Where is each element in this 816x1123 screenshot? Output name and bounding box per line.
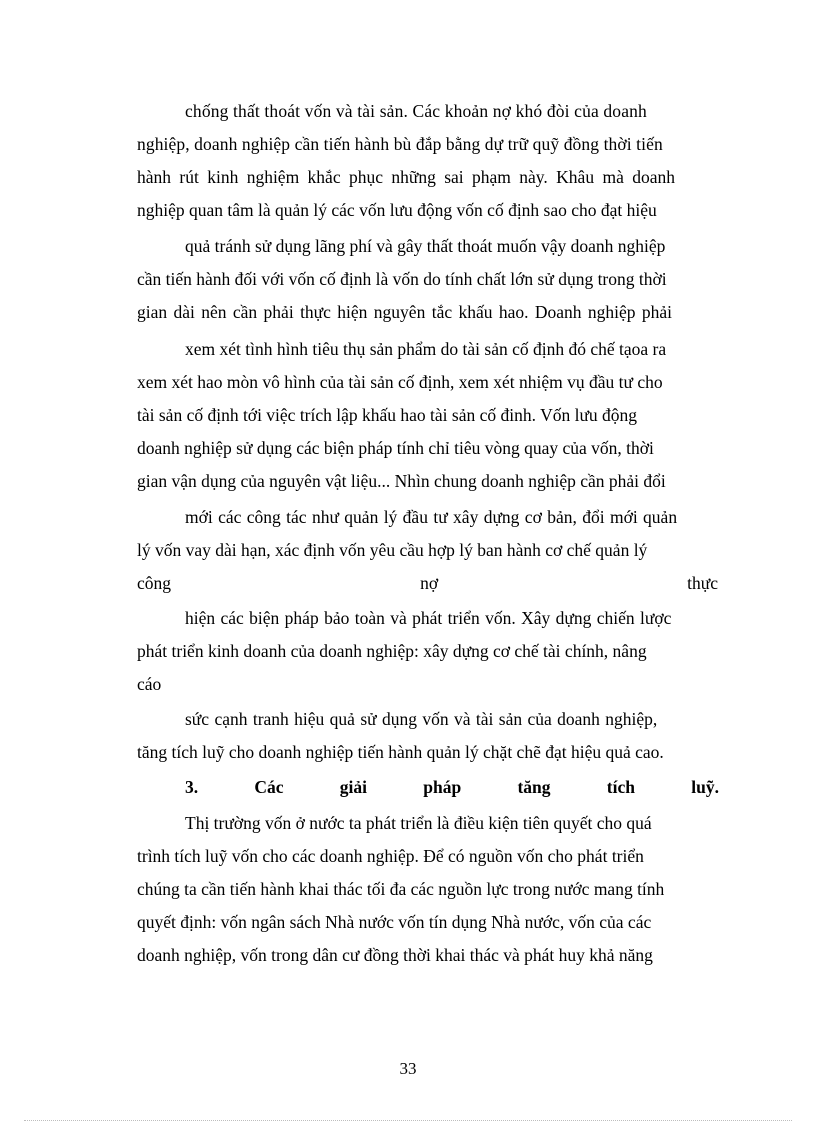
- heading-word: 3.: [185, 777, 199, 797]
- text-line: hành rút kinh nghiệm khắc phục những sai phạm này. Khâu mà doanh: [137, 167, 675, 187]
- text-line: cần tiến hành đối với vốn cố định là vốn do tính chất lớn sử dụng trong thời: [137, 269, 667, 289]
- text-line: tài sản cố định tới việc trích lập khấu hao tài sản cố đinh. Vốn lưu động: [137, 405, 638, 425]
- text-line: mới các công tác như quản lý đầu tư xây dựng cơ bản, đổi mới quản: [185, 507, 678, 527]
- heading-word: Các: [254, 777, 284, 797]
- text-line: doanh nghiệp sử dụng các biện pháp tính chỉ tiêu vòng quay của vốn, thời: [137, 438, 654, 458]
- page-bottom-rule: [24, 1120, 792, 1121]
- text-line: Thị trường vốn ở nước ta phát triển là điều kiện tiên quyết cho quá: [185, 813, 652, 833]
- page-number: 33: [399, 1059, 417, 1078]
- text-line: lý vốn vay dài hạn, xác định vốn yêu cầu hợp lý ban hành cơ chế quản lý: [137, 540, 648, 560]
- text-line: phát triển kinh doanh của doanh nghiệp: xây dựng cơ chế tài chính, nâng: [137, 641, 647, 661]
- text-line: quả tránh sử dụng lãng phí và gây thất thoát muốn vậy doanh nghiệp: [185, 236, 666, 256]
- text-line: tăng tích luỹ cho doanh nghiệp tiến hành quản lý chặt chẽ đạt hiệu quả cao.: [137, 742, 664, 762]
- text-line: hiện các biện pháp bảo toàn và phát triển vốn. Xây dựng chiến lược: [185, 608, 672, 628]
- text-line: xem xét tình hình tiêu thụ sản phẩm do tài sản cố định đó chế tạoa ra: [185, 339, 667, 359]
- spread-word: công: [137, 573, 172, 593]
- section-heading: [185, 776, 719, 798]
- text-line: nghiệp quan tâm là quản lý các vốn lưu động vốn cố định sao cho đạt hiệu: [137, 200, 657, 220]
- text-line: doanh nghiệp, vốn trong dân cư đồng thời khai thác và phát huy khả năng: [137, 945, 653, 965]
- text-line: quyết định: vốn ngân sách Nhà nước vốn tín dụng Nhà nước, vốn của các: [137, 912, 652, 932]
- text-line: xem xét hao mòn vô hình của tài sản cố định, xem xét nhiệm vụ đầu tư cho: [137, 372, 663, 392]
- heading-word: tăng: [517, 777, 551, 797]
- spread-line: [137, 572, 718, 594]
- heading-word: pháp: [423, 777, 462, 797]
- text-line: cáo: [137, 674, 162, 694]
- text-line: gian dài nên cần phải thực hiện nguyên tắc khấu hao. Doanh nghiệp phải: [137, 302, 673, 322]
- spread-word: thực: [687, 573, 718, 593]
- text-line: chống thất thoát vốn và tài sản. Các khoản nợ khó đòi của doanh: [185, 101, 647, 121]
- text-line: trình tích luỹ vốn cho các doanh nghiệp. Để có nguồn vốn cho phát triển: [137, 846, 644, 866]
- text-line: gian vận dụng của nguyên vật liệu... Nhìn chung doanh nghiệp cần phải đổi: [137, 471, 666, 491]
- text-line: sức cạnh tranh hiệu quả sử dụng vốn và tài sản của doanh nghiệp,: [185, 709, 658, 729]
- text-line: nghiệp, doanh nghiệp cần tiến hành bù đắp bằng dự trữ quỹ đồng thời tiến: [137, 134, 663, 154]
- text-line: chúng ta cần tiến hành khai thác tối đa các nguồn lực trong nước mang tính: [137, 879, 665, 899]
- heading-word: giải: [339, 777, 368, 797]
- heading-word: tích: [606, 777, 635, 797]
- spread-word: nợ: [420, 573, 439, 593]
- heading-word: luỹ.: [691, 777, 719, 797]
